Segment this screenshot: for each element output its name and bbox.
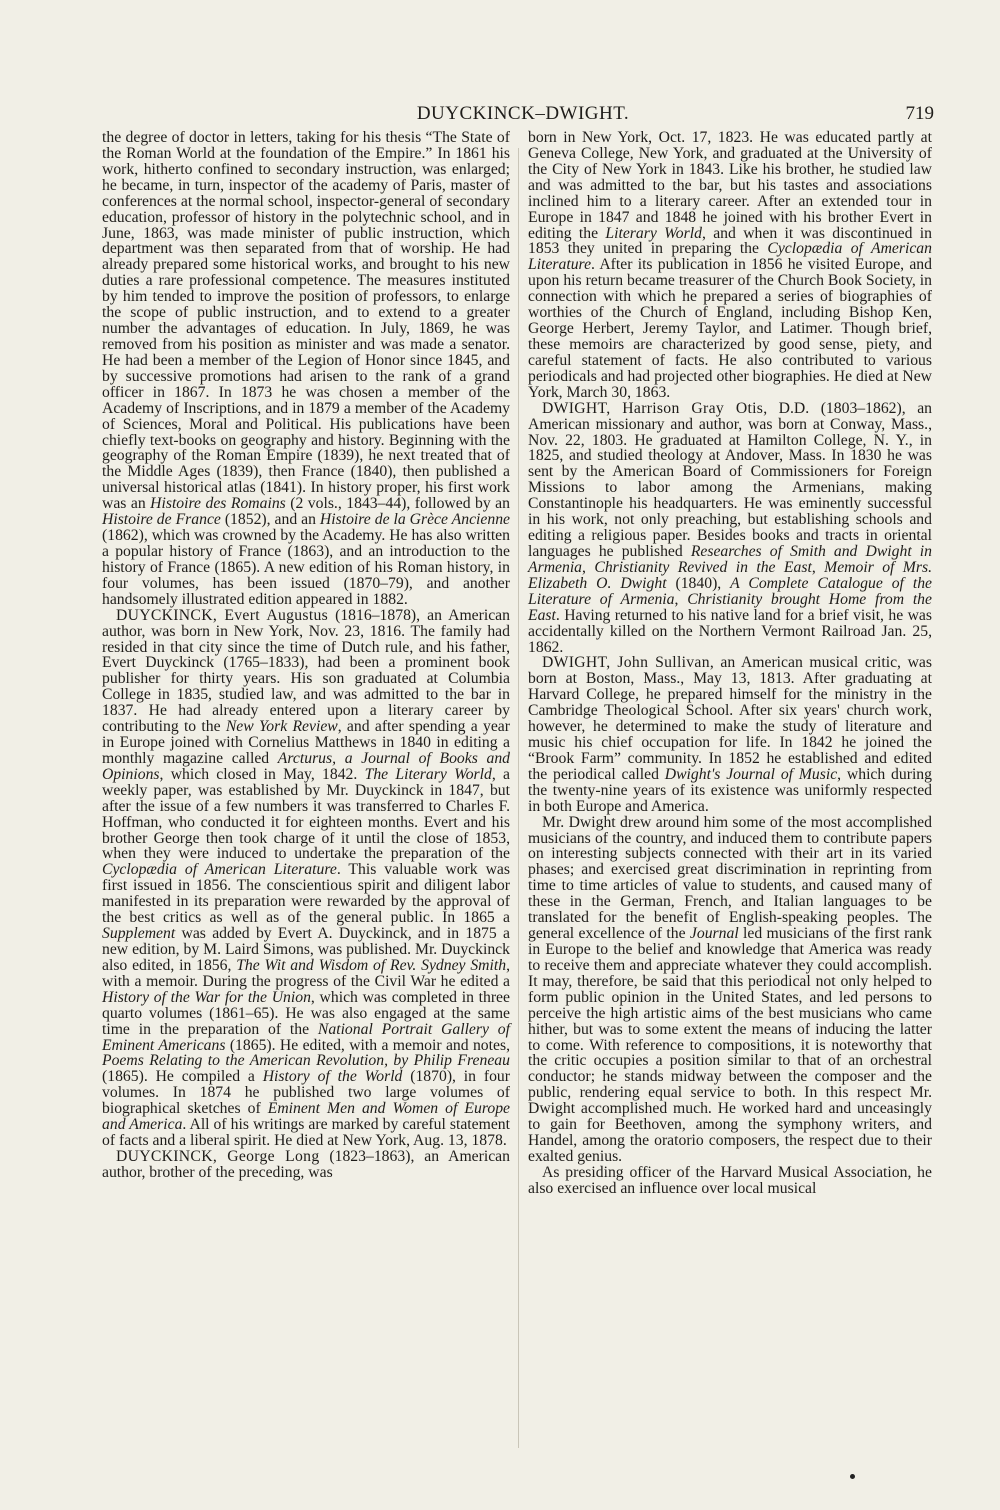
paragraph-continued — [528, 130, 932, 401]
text-run: (1852), and an — [220, 511, 320, 529]
italic-title: A Complete Catalogue of the Literature of Armenia — [528, 574, 932, 608]
entry-john-dwight — [528, 655, 932, 814]
text-run: , — [811, 558, 825, 576]
paragraph-continued — [102, 130, 510, 608]
italic-title: Christianity Revived in the East — [594, 558, 812, 576]
italic-title: Researches of Smith and Dwight in Armenia — [528, 542, 932, 576]
text-run: , and when it was discontinued in 1853 they united in preparing the — [528, 224, 932, 258]
text-run: , and after spending a year in Europe joined with Cornelius Matthews in 1840 in editing a monthly magazine called — [102, 718, 510, 767]
entry-name: DUYCKINCK, Evert Augustus — [116, 606, 329, 624]
text-run: , with a memoir. During the progress of the Civil War he edited a — [102, 956, 510, 990]
text-run: , — [674, 590, 688, 608]
page-number: 719 — [905, 103, 934, 124]
text-run: . This valuable work was first issued in 1856. The conscientious spirit and diligent labor manifested in its preparation were rewarded by the approval of the best critics as well as of the general public. In 1865 a — [102, 861, 510, 927]
italic-title: History of the War for the Union — [102, 988, 311, 1006]
entry-name: DWIGHT, John Sullivan — [542, 654, 710, 672]
ink-mark — [850, 1474, 855, 1479]
text-run: (1865). He compiled a — [102, 1068, 263, 1086]
paragraph — [528, 815, 932, 1165]
entry-george-duyckinck — [102, 1149, 510, 1181]
italic-title: Christianity brought Home from the East — [528, 590, 932, 624]
italic-title: Eminent Men and Women of Europe and America — [102, 1100, 511, 1134]
text-run: (1870), in four volumes. In 1874 he published two large volumes of biographical sketches of — [102, 1068, 510, 1118]
text-run: . After its publication in 1856 he visited Europe, and upon his return became treasurer of the Church Book Society, in connection with which he prepared a series of biographies of worthies of the Church of England, including Bishop Ken, George Herbert, Jeremy Taylor, and Latimer. Though brief, these memoirs are characterized by good sense, piety, and careful statement of facts. He also contributed to various periodicals and had projected other biographies. He died at New York, March 30, 1863. — [528, 256, 932, 401]
text-run: (1823–1863), an American author, brother of the preceding, was — [102, 1148, 510, 1181]
entry-harrison-dwight — [528, 401, 932, 656]
italic-title: Memoir of Mrs. Elizabeth O. Dwight — [528, 558, 933, 592]
text-run: , D.D. (1803–1862), an American missionary and author, was born at Conway, Mass., Nov. 22, 1803. He graduated at Hamilton College, N. Y., in 1825, and studied theology at Andover, Mass. In 1830 he was sent by the American Board of Commissioners for Foreign Missions to labor among the Armenians, making Constantinople his headquarters. He was eminently successful in his work, not only preaching, but establishing schools and editing a religious paper. Besides books and tracts in oriental languages he published — [528, 399, 932, 560]
right-column — [528, 130, 932, 1450]
text-run: (2 vols., 1843–44), followed by an — [285, 495, 510, 513]
text-run: , which during the twenty-nine years of its existence was uniformly respected in both Europe and America. — [528, 765, 932, 815]
italic-title: Dwight's Journal of Music — [664, 765, 838, 783]
italic-title: Cyclopædia of American Literature — [102, 861, 337, 879]
text-run: . Having returned to his native land for a brief visit, he was accidentally killed on the Northern Vermont Railroad Jan. 25, 1862. — [528, 606, 932, 656]
header-title: DUYCKINCK–DWIGHT. — [416, 103, 630, 124]
italic-title: Histoire des Romains — [150, 495, 286, 513]
entry-name: DWIGHT, Harrison Gray Otis — [542, 399, 764, 417]
italic-title: Arcturus, a Journal of Books and Opinions — [102, 749, 511, 783]
text-run: born in New York, Oct. 17, 1823. He was educated partly at Geneva College, New York, and graduated at the University of the City of New York in 1843. Like his brother, he studied law and was admitted to the bar, but his tastes and associations inclined him to a literary career. After an extended tour in Europe in 1847 and 1848 he joined with his brother Evert in editing the — [528, 129, 932, 242]
text-run: (1840), — [666, 574, 731, 592]
italic-title: Poems Relating to the American Revolution, by Philip Freneau — [102, 1052, 510, 1070]
italic-title: Cyclopædia of American Literature — [528, 240, 932, 274]
running-header — [108, 103, 938, 129]
text-run: , a weekly paper, was established by Mr. Duyckinck in 1847, but after the issue of a few numbers it was transferred to Charles F. Hoffman, who conducted it for eighteen months. Evert and his brother George then took charge of it until the close of 1853, when they were induced to undertake the preparation of the — [102, 765, 511, 863]
text-run: , which closed in May, 1842. — [159, 765, 365, 783]
italic-title: Histoire de France — [102, 511, 221, 529]
text-run: . All of his writings are marked by careful statement of facts and a liberal spirit. He died at New York, Aug. 13, 1878. — [102, 1116, 510, 1150]
italic-title: National Portrait Gallery of Eminent Americans — [102, 1020, 510, 1054]
text-run: As presiding officer of the Harvard Musical Association, he also exercised an influence over local musical — [528, 1163, 932, 1197]
text-run: (1862), which was crowned by the Academy. He has also written a popular history of France (1863), and an introduction to the history of France (1865). A new edition of his Roman history, in four volumes, has been issued (1870–79), and another handsomely illustrated edition appeared in 1882. — [102, 527, 510, 608]
text-run: (1816–1878), an American author, was born in New York, Nov. 23, 1816. The family had resided in that city since the time of Dutch rule, and his father, Evert Duyckinck (1765–1833), had been a prominent book publisher for thirty years. His son graduated at Columbia College in 1835, studied law, and was admitted to the bar in 1837. He had already entered upon a literary career by contributing to the — [102, 606, 510, 736]
text-run: the degree of doctor in letters, taking for his thesis “The State of the Roman World at the foundation of the Empire.” In 1861 his work, hitherto confined to secondary instruction, was enlarged; he became, in turn, inspector of the academy of Paris, master of conferences at the normal school, inspector-general of secondary education, professor of history in the polytechnic school, and in June, 1863, was made minister of public instruction, which department was then separated from that of worship. He had already prepared some historical works, and brought to his new duties a rare professional competence. The measures instituted by him tended to improve the position of professors, to enlarge the scope of public instruction, and to extend to a greater number the advantages of education. In July, 1869, he was removed from his position as minister and was made a senator. He had been a member of the Legion of Honor since 1845, and by successive promotions had arisen to the rank of a grand officer in 1867. In 1873 he was chosen a member of the Academy of Inscriptions, and in 1879 a member of the Academy of Sciences, Moral and Political. His publications have been chiefly text-books on geography and history. Beginning with the geography of the Roman Empire (1839), he next treated that of the Middle Ages (1839), then France (1840), then published a universal historical atlas (1841). In history proper, his first work was an — [102, 129, 510, 513]
left-column — [102, 130, 510, 1450]
text-run: , — [582, 558, 595, 576]
column-divider — [518, 148, 519, 1448]
text-run: , an American musical critic, was born at Boston, Mass., May 13, 1813. After graduating at Harvard College, he prepared himself for the ministry in the Cambridge Theological School. After six years' church work, however, he determined to make the study of literature and music his chief occupation for life. In 1842 he joined the “Brook Farm” community. In 1852 he established and edited the periodical called — [528, 654, 933, 783]
text-run: (1865). He edited, with a memoir and notes, — [225, 1036, 510, 1054]
paragraph — [528, 1165, 932, 1197]
italic-title: History of the World — [262, 1068, 403, 1086]
italic-title: Journal — [689, 925, 739, 943]
text-run: led musicians of the first rank in Europe to the belief and knowledge that America was ready to receive them and appreciate whatever they could accomplish. It may, therefore, be said that this periodical not only helped to form public opinion in the United States, and led persons to perceive the high artistic aims of the best musicians who came hither, but was to some extent the means of inducing the latter to come. With reference to compositions, it is noteworthy that the critic occupies a position similar to that of an orchestral conductor; he stands midway between the composer and the public, rendering equal service to both. In this respect Mr. Dwight accomplished much. He worked hard and unceasingly to gain for Beethoven, among the symphony writers, and Handel, among the oratorio composers, the respect due to their exalted genius. — [528, 925, 932, 1165]
italic-title: New York Review — [225, 718, 338, 736]
entry-evert-duyckinck — [102, 608, 510, 1149]
italic-title: The Wit and Wisdom of Rev. Sydney Smith — [236, 956, 507, 974]
entry-name: DUYCKINCK, George Long — [116, 1148, 320, 1165]
italic-title: Histoire de la Grèce Ancienne — [319, 511, 511, 529]
italic-title: Supplement — [102, 925, 176, 943]
text-run: , which was completed in three quarto volumes (1861–65). He was also engaged at the same time in the preparation of the — [102, 988, 510, 1038]
text-run: was added by Evert A. Duyckinck, and in 1875 a new edition, by M. Laird Simons, was published. Mr. Duyckinck also edited, in 1856, — [102, 925, 510, 974]
text-run: Mr. Dwight drew around him some of the most accomplished musicians of the country, and induced them to contribute papers on interesting subjects connected with their art in its varied phases; and exercised great discrimination in reprinting from time to time articles of value to students, and caused many of these in the German, French, and Italian languages to be translated for the benefit of English-speaking peoples. The general excellence of the — [528, 813, 932, 943]
italic-title: The Literary World — [364, 765, 492, 783]
italic-title: Literary World — [605, 224, 702, 242]
